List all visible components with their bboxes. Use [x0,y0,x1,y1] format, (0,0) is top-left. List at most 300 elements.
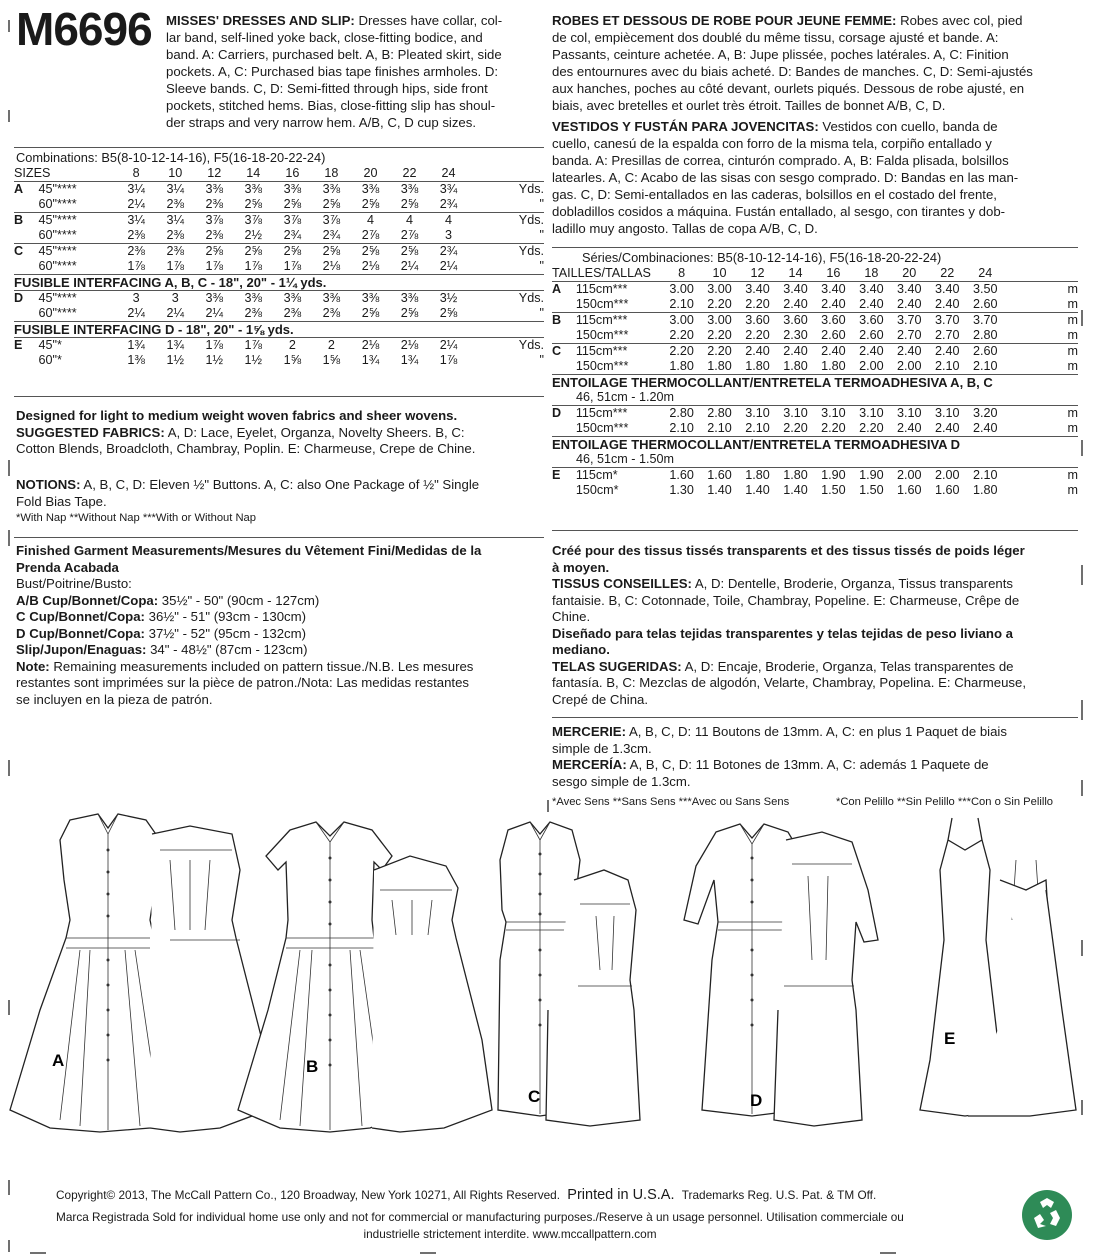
yardage-value: 3⅜ [390,291,429,307]
fabric-width: 60"**** [38,197,77,211]
yardage-value: 2⅜ [166,197,184,211]
unit: Yds. [468,213,544,229]
view-letter: C [552,344,576,360]
size-heading: 24 [978,266,993,280]
yardage-value: 3⅜ [234,291,273,307]
fabrics-fr-es: Créé pour des tissus tissés transparents et des tissus tissés de poids léger à moyen. TISSUS CONSEILLES: A, D: Dentelle, Broderie, Organza, Tissus transparents fantaisie. B, C: Cotonnade, Toile, Chambray, Popeline. E: Charmeuse, Crêpe de Chine. Diseñado para telas tejidas transparentes y telas tejidas de peso liviano a mediano. TELAS SUGERIDAS: A, D: Encaje, Broderie, Organza, Telas transparentes de fantasía. B, C: Mezclas de algodón, Velarte, Chambray, Popelina. E: Charmeuse, Crepé de China. [552,543,1027,707]
footer-line1 [56,1187,876,1203]
yardage-value: 2⅝ [390,244,429,260]
footer-line3: industrielle strictement interdite. www.mccallpattern.com [363,1227,657,1241]
yardage-value: 1⅝ [322,353,341,367]
yardage-value: 1.50 [859,483,884,497]
yardage-value: 2¾ [429,244,468,260]
yardage-value: 1⅞ [234,338,273,354]
yardage-row [14,338,544,354]
yardage-value: 2¼ [439,259,458,273]
yardage-value: 2⅜ [127,228,145,242]
view-letter: D [552,406,576,422]
view-letter [552,483,576,498]
view-label-b: B [306,1057,319,1076]
yardage-value: 2.80 [701,406,739,422]
fabric-width: 150cm* [575,483,619,497]
combinations-en: Combinations: B5(8-10-12-14-16), F5(16-18-20-22-24) [16,150,326,165]
yardage-value: 3.10 [814,406,852,422]
yardage-value: 2.70 [935,328,960,342]
interfacing-amount: 46, 51cm - 1.50m [576,452,674,466]
yardage-value: 1.50 [821,483,846,497]
yardage-row [552,344,1078,360]
fabric-width: 115cm*** [576,282,663,298]
interfacing-row [14,275,544,291]
yardage-value: 3.40 [776,282,814,298]
divider [552,247,1078,248]
yardage-value: 3¾ [429,182,468,198]
yardage-value: 3.10 [776,406,814,422]
yardage-row [14,228,544,244]
fabric-width: 45"**** [39,244,117,260]
yardage-row [14,291,544,307]
yardage-value: 2.00 [890,468,928,484]
yardage-row [552,468,1078,484]
yardage-value: 3.10 [890,406,928,422]
unit: m [1067,421,1078,435]
yardage-value: 1⅞ [205,259,224,273]
size-heading: 18 [864,266,879,280]
yardage-value: 3.40 [890,282,928,298]
view-letter [14,259,39,275]
yardage-value: 2¾ [283,228,302,242]
yardage-value: 2¼ [127,197,145,211]
fabric-width: 150cm*** [575,328,629,342]
fabric-width: 45"**** [39,213,117,229]
unit: m [1004,313,1078,329]
description-es: VESTIDOS Y FUSTÁN PARA JOVENCITAS: Vestidos con cuello, banda de cuello, canesú de la espalda con forro de la misma tela, corpiño entallado y banda. A: Presillas de correa, cinturón comprado. A, B: Falda plisada, bolsillos latearles. A, C: Acabo de las sisas con sesgo comprado. D: Bandas en las man- gas. C, D: Semi-entallados en las caderas, bolsillos en el costado del frente, dobladillos cosidos a máquina. Fustán entallado, al sesgo, con tirantes y dob- ladillo muy angosto. Tallas de copa A/B, C, D. [552,119,1019,236]
yardage-value: 2.60 [972,297,998,311]
yardage-value: 3⅜ [195,291,234,307]
nap-key-es: *Con Pelillo **Sin Pelillo ***Con o Sin Pelillo [836,796,1054,808]
yardage-value: 1.60 [897,483,922,497]
yardage-value: 3⅜ [351,291,390,307]
yardage-value: 2¼ [429,338,468,354]
yardage-value: 1.60 [701,468,739,484]
yardage-row [14,353,544,368]
yardage-value: 2.40 [852,344,890,360]
yardage-value: 2⅝ [273,244,312,260]
yardage-row [14,197,544,213]
size-heading: 12 [207,166,222,180]
unit: Yds. [468,182,544,198]
yardage-value: 2.20 [707,297,732,311]
view-label-c: C [528,1087,541,1106]
yardage-row [552,421,1078,437]
yardage-value: 2⅛ [322,259,341,273]
yardage-row [14,306,544,322]
yardage-value: 3.60 [776,313,814,329]
yardage-row [552,313,1078,329]
yardage-value: 3.40 [814,282,852,298]
yardage-row [14,259,544,275]
view-letter: B [14,213,39,229]
yardage-value: 1¾ [361,353,380,367]
unit: m [1067,483,1078,497]
yardage-value: 2⅜ [244,306,263,320]
yardage-value: 1.60 [663,468,701,484]
view-letter [552,421,576,437]
unit: m [1067,359,1078,373]
yardage-value: 2.20 [669,328,694,342]
yardage-value: 2⅜ [205,197,224,211]
yardage-value: 3⅜ [273,291,312,307]
unit: Yds. [468,291,544,307]
yardage-table-en [14,166,544,368]
divider [14,147,544,148]
view-letter: A [552,282,576,298]
unit: m [1067,328,1078,342]
yardage-value: 2.80 [663,406,701,422]
unit: m [1004,282,1078,298]
yardage-value: 3⅜ [234,182,273,198]
fabric-width: 60"* [38,353,62,367]
description-en: MISSES' DRESSES AND SLIP: Dresses have collar, col- lar band, self-lined yoke back, close-fitting bodice, and band. A: Carriers, purchased belt. A, B: Pleated skirt, side pockets. A, C: Purchased bias tape finishes armholes. D: Sleeve bands. C, D: Semi-fitted through hips, side front pockets, stitched hems. Bias, close-fitting slip has shoul- der straps and very narrow hem. A/B, C, D cup sizes. [166,13,503,130]
view-letter [552,297,576,313]
yardage-value: 2⅛ [361,259,380,273]
yardage-value: 2¼ [400,259,419,273]
yardage-table-metric [552,266,1078,498]
yardage-value: 2.80 [972,328,998,342]
view-letter [552,359,576,375]
yardage-value: 2.60 [859,328,884,342]
divider [14,396,544,397]
yardage-value: 3.10 [739,406,777,422]
view-letter: B [552,313,576,329]
yardage-value: 2.10 [707,421,732,435]
yardage-row [552,359,1078,375]
yardage-value: 1½ [244,353,263,367]
yardage-value: 3.00 [663,282,701,298]
yardage-value: 3⅜ [273,182,312,198]
yardage-row [552,328,1078,344]
yardage-value: 2.30 [783,328,808,342]
view-b-back-sketch [372,856,492,1132]
yardage-value: 3.00 [701,282,739,298]
yardage-row [552,297,1078,313]
yardage-value: 2⅜ [117,244,156,260]
yardage-value: 2.10 [966,468,1004,484]
size-heading: 14 [788,266,803,280]
yardage-value: 2.20 [859,421,884,435]
combinations-metric: Séries/Combinaciones: B5(8-10-12-14-16), F5(16-18-20-22-24) [582,250,942,265]
yardage-value: 2.20 [783,421,808,435]
yardage-value: 2⅝ [234,244,273,260]
divider [552,530,1078,531]
yardage-value: 3¼ [156,182,195,198]
interfacing-label: ENTOILAGE THERMOCOLLANT/ENTRETELA TERMOADHESIVA D [552,437,1078,453]
yardage-value: 4 [429,213,468,229]
yardage-row [552,282,1078,298]
yardage-value: 1⅜ [127,353,145,367]
view-letter: E [552,468,576,484]
fabric-width: 60"**** [38,228,77,242]
size-heading: 14 [246,166,261,180]
yardage-value: 3.70 [966,313,1004,329]
yardage-value: 2.40 [859,297,884,311]
size-heading: 10 [712,266,727,280]
yardage-value: 2¼ [205,306,224,320]
yardage-value: 1⅞ [283,259,302,273]
yardage-value: 1.80 [783,359,808,373]
yardage-value: 2.40 [890,344,928,360]
description-fr: ROBES ET DESSOUS DE ROBE POUR JEUNE FEMME: Robes avec col, pied de col, empiècement dos doublé du même tissu, corsage ajusté et bande. A: Passants, ceinture achetée. A, B: Jupe plissée, poches latérales. A, C: Finition des entournures avec du biais acheté. D: Bandes de manches. C, D: Semi-ajustés aux hanches, poches au côté devant, ourlets piqués. Dessous de robe ajusté, en biais, avec bretelles et ourlet très étroit. Tailles de bonnet A/B, C, D. [552,13,1033,113]
yardage-row [14,244,544,260]
yardage-value: 1.60 [935,483,960,497]
size-heading: 10 [168,166,183,180]
yardage-value: 1½ [205,353,224,367]
yardage-value: 2⅝ [283,197,302,211]
recycle-icon [1020,1188,1074,1242]
yardage-value: 2⅝ [361,197,380,211]
unit: " [539,197,544,211]
unit: Yds. [468,338,544,354]
yardage-value: 2.70 [897,328,922,342]
view-d-back-sketch [774,832,878,1126]
fabric-width: 60"**** [38,259,77,273]
fabrics-en: Designed for light to medium weight woven fabrics and sheer wovens. SUGGESTED FABRICS: A, D: Lace, Eyelet, Organza, Novelty Sheers. B, C: Cotton Blends, Broadcloth, Chambray, Poplin. E: Charmeuse, Crepe de Chine. [16,408,544,458]
view-label-d: D [750,1091,763,1110]
yardage-value: 3.70 [890,313,928,329]
yardage-value: 3¼ [117,182,156,198]
size-heading: 12 [750,266,765,280]
yardage-value: 2 [273,338,312,354]
yardage-value: 1¾ [400,353,419,367]
unit: m [1004,344,1078,360]
yardage-value: 3.40 [928,282,966,298]
divider [552,717,1078,718]
view-label-e: E [944,1029,956,1048]
description-es-title: VESTIDOS Y FUSTÁN PARA JOVENCITAS: [552,119,819,134]
fabric-width: 150cm*** [575,297,629,311]
yardage-row [552,483,1078,498]
nap-key-fr: *Avec Sens **Sans Sens ***Avec ou Sans Sens [552,796,790,808]
yardage-row [14,213,544,229]
unit: m [1004,468,1078,484]
mercerie: MERCERIE: A, B, C, D: 11 Boutons de 13mm. A, C: en plus 1 Paquet de biais simple de 1.3cm. MERCERÍA: A, B, C, D: 11 Botones de 13mm. A, C: además 1 Paquete de sesgo simple de 1.3cm. [552,724,1007,789]
yardage-value: 2.60 [821,328,846,342]
yardage-value: 3 [156,291,195,307]
yardage-value: 2.40 [972,421,998,435]
yardage-value: 3.00 [701,313,739,329]
yardage-value: 2.60 [966,344,1004,360]
yardage-value: 1⅞ [439,353,458,367]
yardage-value: 2⅜ [205,228,224,242]
size-heading: 20 [902,266,917,280]
interfacing-row [552,437,1078,453]
yardage-value: 1¾ [156,338,195,354]
yardage-value: 2⅝ [244,197,263,211]
notions-en: NOTIONS: A, B, C, D: Eleven ½" Buttons. A, C: also One Package of ½" Single Fold Bias Tape. *With Nap **Without Nap ***With or Without Nap [16,477,544,527]
nap-key: *With Nap **Without Nap ***With or Without Nap [16,512,257,524]
yardage-value: 3⅞ [234,213,273,229]
yardage-value: 3⅞ [273,213,312,229]
yardage-value: 1.80 [669,359,694,373]
garment-illustrations [0,810,1093,1140]
unit: " [539,353,544,367]
yardage-value: 3⅜ [390,182,429,198]
yardage-value: 1.80 [739,468,777,484]
yardage-value: 1.80 [972,483,998,497]
interfacing-label: FUSIBLE INTERFACING A, B, C - 18", 20" - 1¼ yds. [14,275,544,291]
view-letter [14,306,39,322]
unit: Yds. [468,244,544,260]
size-heading: 8 [678,266,686,280]
yardage-value: 2¼ [127,306,145,320]
yardage-value: 1.40 [707,483,732,497]
yardage-value: 2.20 [707,328,732,342]
yardage-value: 2⅜ [283,306,302,320]
interfacing-label: FUSIBLE INTERFACING D - 18", 20" - 1⅝ yds. [14,322,544,338]
unit: m [1004,406,1078,422]
yardage-value: 1⅞ [244,259,263,273]
yardage-value: 2⅛ [390,338,429,354]
yardage-value: 2¾ [322,228,341,242]
yardage-value: 1⅞ [166,259,184,273]
size-heading: 22 [402,166,417,180]
view-letter [552,328,576,344]
yardage-value: 3.20 [966,406,1004,422]
sizes-label: SIZES [14,166,51,180]
yardage-value: 3¼ [156,213,195,229]
finished-measurements: Finished Garment Measurements/Mesures du Vêtement Fini/Medidas de la Prenda Acabada Bust/Poitrine/Busto: A/B Cup/Bonnet/Copa: 35½" - 50" (90cm - 127cm) C Cup/Bonnet/Copa: 36½" - 51" (93cm - 130cm) D Cup/Bonnet/Copa: 37½" - 52" (95cm - 132cm) Slip/Jupon/Enaguas: 34" - 48½" (87cm - 123cm) Note: Remaining measurements included on pattern tissue./N.B. Les mesures restantes sont imprimées sur la pièce de patron./Nota: Las medidas restantes se incluyen en la pieza de patrón. [16,543,482,707]
fabric-width: 115cm*** [576,313,663,329]
yardage-value: 3⅜ [195,182,234,198]
yardage-value: 3⅞ [195,213,234,229]
unit: " [539,259,544,273]
yardage-value: 3¼ [117,213,156,229]
yardage-value: 2.00 [897,359,922,373]
yardage-value: 3.00 [663,313,701,329]
yardage-value: 1⅞ [127,259,145,273]
yardage-value: 2.20 [663,344,701,360]
unit: m [1067,297,1078,311]
yardage-value: 2.40 [897,421,922,435]
yardage-value: 2.40 [935,421,960,435]
fabric-width: 60"**** [38,306,77,320]
printed-in: Printed in U.S.A. [567,1187,675,1203]
fabric-width: 150cm*** [575,421,629,435]
size-header-row [14,166,544,182]
view-letter [14,353,39,368]
yardage-value: 2⅜ [156,244,195,260]
view-letter [14,197,39,213]
yardage-value: 2.10 [935,359,960,373]
yardage-value: 2.40 [783,297,808,311]
yardage-value: 2.00 [928,468,966,484]
unit: " [539,228,544,242]
yardage-value: 1.90 [814,468,852,484]
interfacing-amount-row [552,390,1078,406]
yardage-value: 2⅜ [322,306,341,320]
size-heading: 16 [285,166,300,180]
yardage-value: 2¾ [439,197,458,211]
yardage-value: 2⅛ [351,338,390,354]
fabric-width: 45"**** [39,291,117,307]
yardage-value: 2.40 [814,344,852,360]
yardage-value: 1⅞ [195,338,234,354]
size-heading: 24 [441,166,456,180]
view-label-a: A [52,1051,65,1070]
interfacing-row [14,322,544,338]
size-heading: 16 [826,266,841,280]
fabric-width: 115cm*** [576,344,663,360]
unit: " [539,306,544,320]
divider [14,537,544,538]
yardage-value: 3⅜ [312,182,351,198]
yardage-value: 2.40 [739,344,777,360]
yardage-value: 2⅝ [361,306,380,320]
view-letter [14,228,39,244]
size-heading: 8 [132,166,140,180]
yardage-value: 3.60 [814,313,852,329]
yardage-value: 2.40 [928,344,966,360]
yardage-value: 2⅞ [400,228,419,242]
designed-for: Designed for light to medium weight woven fabrics and sheer wovens. [16,408,458,423]
view-letter: A [14,182,39,198]
yardage-value: 2⅜ [166,228,184,242]
yardage-value: 2.40 [776,344,814,360]
fabric-width: 45"* [39,338,117,354]
yardage-value: 2 [312,338,351,354]
yardage-value: 3⅜ [351,182,390,198]
trademarks: Trademarks Reg. U.S. Pat. & TM Off. [681,1188,877,1202]
yardage-value: 3⅞ [312,213,351,229]
fabric-width: 150cm*** [575,359,629,373]
yardage-value: 2.40 [935,297,960,311]
yardage-value: 4 [390,213,429,229]
yardage-value: 2.20 [701,344,739,360]
yardage-row [14,182,544,198]
yardage-value: 2⅝ [400,306,419,320]
yardage-value: 2¼ [166,306,184,320]
yardage-value: 3.70 [928,313,966,329]
pattern-number: M6696 [16,3,152,55]
yardage-value: 2.20 [745,328,770,342]
yardage-value: 1.30 [669,483,694,497]
yardage-value: 1⅝ [283,353,302,367]
size-header-row [552,266,1078,282]
yardage-value: 1.80 [707,359,732,373]
yardage-value: 2.20 [745,297,770,311]
yardage-value: 2.00 [859,359,884,373]
yardage-value: 1.80 [776,468,814,484]
yardage-value: 1½ [166,353,184,367]
yardage-value: 1¾ [117,338,156,354]
yardage-value: 2.10 [669,421,694,435]
yardage-value: 3.10 [928,406,966,422]
interfacing-label: ENTOILAGE THERMOCOLLANT/ENTRETELA TERMOADHESIVA A, B, C [552,375,1078,391]
yardage-value: 2⅝ [312,244,351,260]
fabric-width: 115cm* [576,468,663,484]
yardage-row [552,406,1078,422]
size-heading: 22 [940,266,955,280]
yardage-value: 2.10 [669,297,694,311]
yardage-value: 4 [351,213,390,229]
yardage-value: 3.50 [966,282,1004,298]
interfacing-amount: 46, 51cm - 1.20m [576,390,674,404]
view-letter: E [14,338,39,354]
yardage-value: 2.40 [821,297,846,311]
yardage-value: 2⅝ [322,197,341,211]
copyright: Copyright© 2013, The McCall Pattern Co., 120 Broadway, New York 10271, All Rights Reserved. [56,1188,560,1202]
yardage-value: 2.10 [745,421,770,435]
